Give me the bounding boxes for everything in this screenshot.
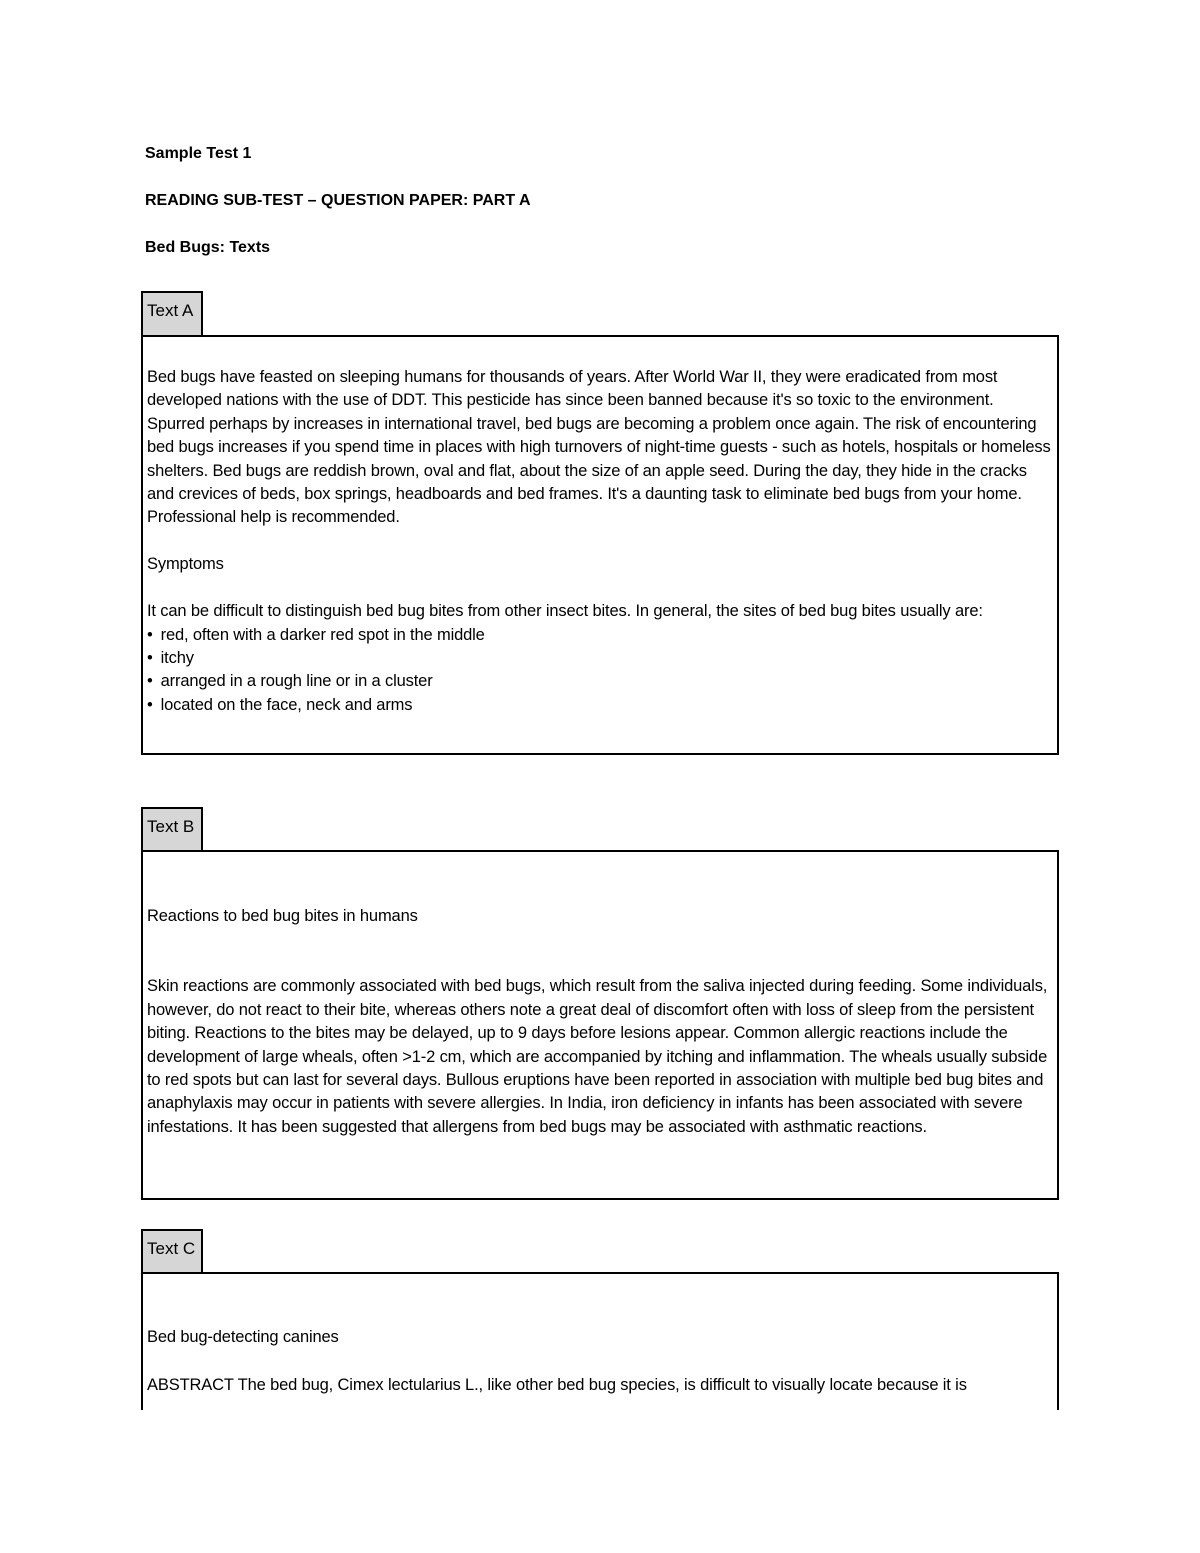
- text-c-box: [141, 1272, 1059, 1410]
- sample-test-title: Sample Test 1: [145, 145, 252, 162]
- text-c-tab: Text C: [141, 1229, 203, 1274]
- section-title: READING SUB-TEST – QUESTION PAPER: PART A: [145, 192, 531, 209]
- text-a-tab: Text A: [141, 291, 203, 336]
- text-b-tab: Text B: [141, 807, 203, 852]
- symptoms-heading: Symptoms: [147, 554, 224, 573]
- list-item: • located on the face, neck and arms: [147, 694, 1053, 717]
- list-item: • itchy: [147, 647, 1053, 670]
- abstract-label: ABSTRACT: [147, 1376, 234, 1395]
- text-b-body: Skin reactions are commonly associated with bed bugs, which result from the saliva injected during feeding. Some individuals, however, do not react to their bite, whereas others note a great deal of discomfort often with loss of sleep from the persistent biting. Reactions to the bites may be delayed, up to 9 days before lesions appear. Common allergic reactions include the development of large wheals, often >1-2 cm, which are accompanied by itching and inflammation. The wheals usually subside to red spots but can last for several days. Bullous eruptions have been reported in association with multiple bed bug bites and anaphylaxis may occur in patients with severe allergies. In India, iron deficiency in infants has been associated with severe infestations. It has been suggested that allergens from bed bugs may be associated with asthmatic reactions.: [147, 977, 1048, 1136]
- list-item: • arranged in a rough line or in a cluster: [147, 670, 1053, 693]
- topic-title: Bed Bugs: Texts: [145, 239, 271, 256]
- text-a-intro: Bed bugs have feasted on sleeping humans for thousands of years. After World War II, they were eradicated from most developed nations with the use of DDT. This pesticide has since been banned because it's so toxic to the environment. Spurred perhaps by increases in international travel, bed bugs are becoming a problem once again. The risk of encountering bed bugs increases if you spend time in places with high turnovers of night-time guests - such as hotels, hospitals or homeless shelters. Bed bugs are reddish brown, oval and flat, about the size of an apple seed. During the day, they hide in the cracks and crevices of beds, box springs, headboards and bed frames. It's a daunting task to eliminate bed bugs from your home. Professional help is recommended.: [147, 368, 1051, 527]
- text-b-box: [141, 850, 1059, 1200]
- symptoms-list: [147, 624, 1053, 718]
- text-c-heading: Bed bug-detecting canines: [147, 1328, 339, 1346]
- text-b-heading: Reactions to bed bug bites in humans: [147, 907, 418, 925]
- text-a-box: [141, 335, 1059, 755]
- abstract-text: The bed bug, Cimex lectularius L., like other bed bug species, is difficult to visually locate because it is: [237, 1376, 967, 1395]
- symptoms-intro: It can be difficult to distinguish bed bug bites from other insect bites. In general, the sites of bed bug bites usually are:: [147, 602, 983, 621]
- text-c-abstract: [147, 1374, 1053, 1397]
- list-item: • red, often with a darker red spot in the middle: [147, 624, 1053, 647]
